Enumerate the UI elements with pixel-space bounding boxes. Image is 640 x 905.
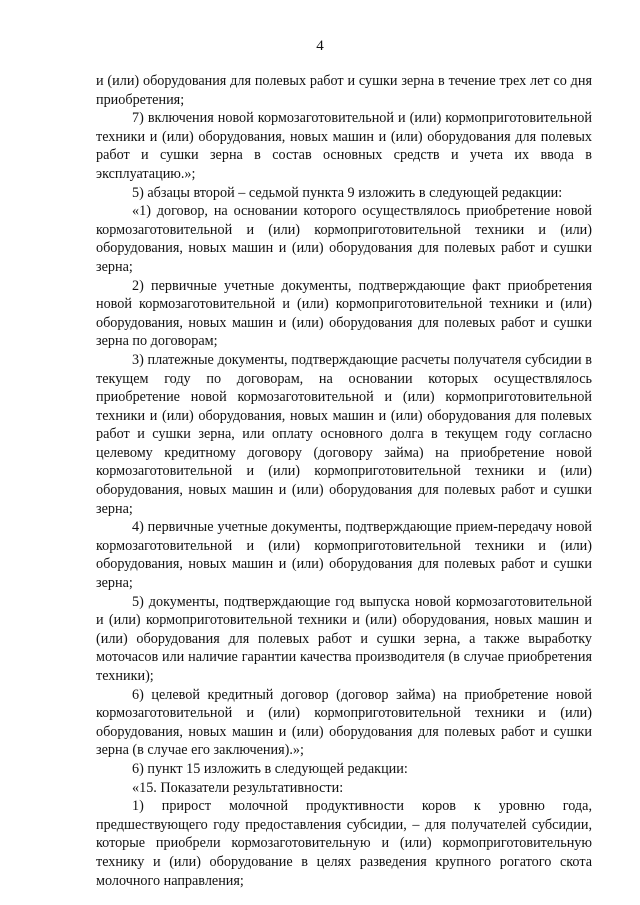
paragraph-amendment-5: 5) абзацы второй – седьмой пункта 9 изложить в следующей редакции:	[132, 184, 563, 201]
paragraph-doc-2: 2) первичные учетные документы, подтверждающие факт приобретения новой кормозаготовительной и (или) кормоприготовительной техники и (или) оборудования, новых машин и (или) оборудования для полевых работ и сушки зерна по договорам;	[96, 277, 592, 350]
paragraph-doc-3: 3) платежные документы, подтверждающие расчеты получателя субсидии в текущем году по договорам, на основании которых осуществлялось приобретение новой кормозаготовительной и (или) кормоприготовительной техники и (или) оборудования, новых машин и (или) оборудования для полевых работ и сушки зерна, или оплату основного долга в текущем году согласно целевому кредитному договору (договору займа) на приобретение новой кормозаготовительной и (или) кормоприготовительной техники и (или) оборудования, новых машин и (или) оборудования для полевых работ и сушки зерна;	[96, 351, 592, 517]
paragraph-section-15-heading: «15. Показатели результативности:	[132, 779, 344, 796]
paragraph-doc-5: 5) документы, подтверждающие год выпуска новой кормозаготовительной и (или) кормоприготовительной техники и (или) оборудования, новых машин и (или) оборудования для полевых работ и сушки зерна, а также выработку моточасов или наличие гарантии качества производителя (в случае приобретения техники);	[96, 593, 592, 684]
paragraph-item-7: 7) включения новой кормозаготовительной и (или) кормоприготовительной техники и (или) оборудования, новых машин и (или) оборудования для полевых работ и сушки зерна в состав основных средств и учета их ввода в эксплуатацию.»;	[96, 110, 592, 182]
document-body	[96, 72, 592, 890]
paragraph-doc-1: «1) договор, на основании которого осуществлялось приобретение новой кормозаготовительной и (или) кормоприготовительной техники и (или) оборудования, новых машин и (или) оборудования для полевых работ и сушки зерна;	[96, 203, 592, 275]
paragraph-doc-4: 4) первичные учетные документы, подтверждающие прием-передачу новой кормозаготовительной и (или) кормоприготовительной техники и (или) оборудования, новых машин и (или) оборудования для полевых работ и сушки зерна;	[96, 519, 592, 592]
page-number: 4	[316, 38, 324, 54]
paragraph-doc-6: 6) целевой кредитный договор (договор займа) на приобретение новой кормозаготовительной и (или) кормоприготовительной техники и (или) оборудования, новых машин и (или) оборудования для полевых работ и сушки зерна (в случае его заключения).»;	[96, 686, 592, 759]
paragraph-indicator-1: 1) прирост молочной продуктивности коров к уровню года, предшествующего году предоставления субсидии, – для получателей субсидии, которые приобрели кормозаготовительную и (или) кормоприготовительную технику и (или) оборудование в целях разведения крупного рогатого скота молочного направления;	[96, 798, 592, 889]
paragraph-continuation: и (или) оборудования для полевых работ и сушки зерна в течение трех лет со дня приобретения;	[96, 73, 592, 108]
paragraph-amendment-6: 6) пункт 15 изложить в следующей редакции:	[132, 760, 408, 777]
